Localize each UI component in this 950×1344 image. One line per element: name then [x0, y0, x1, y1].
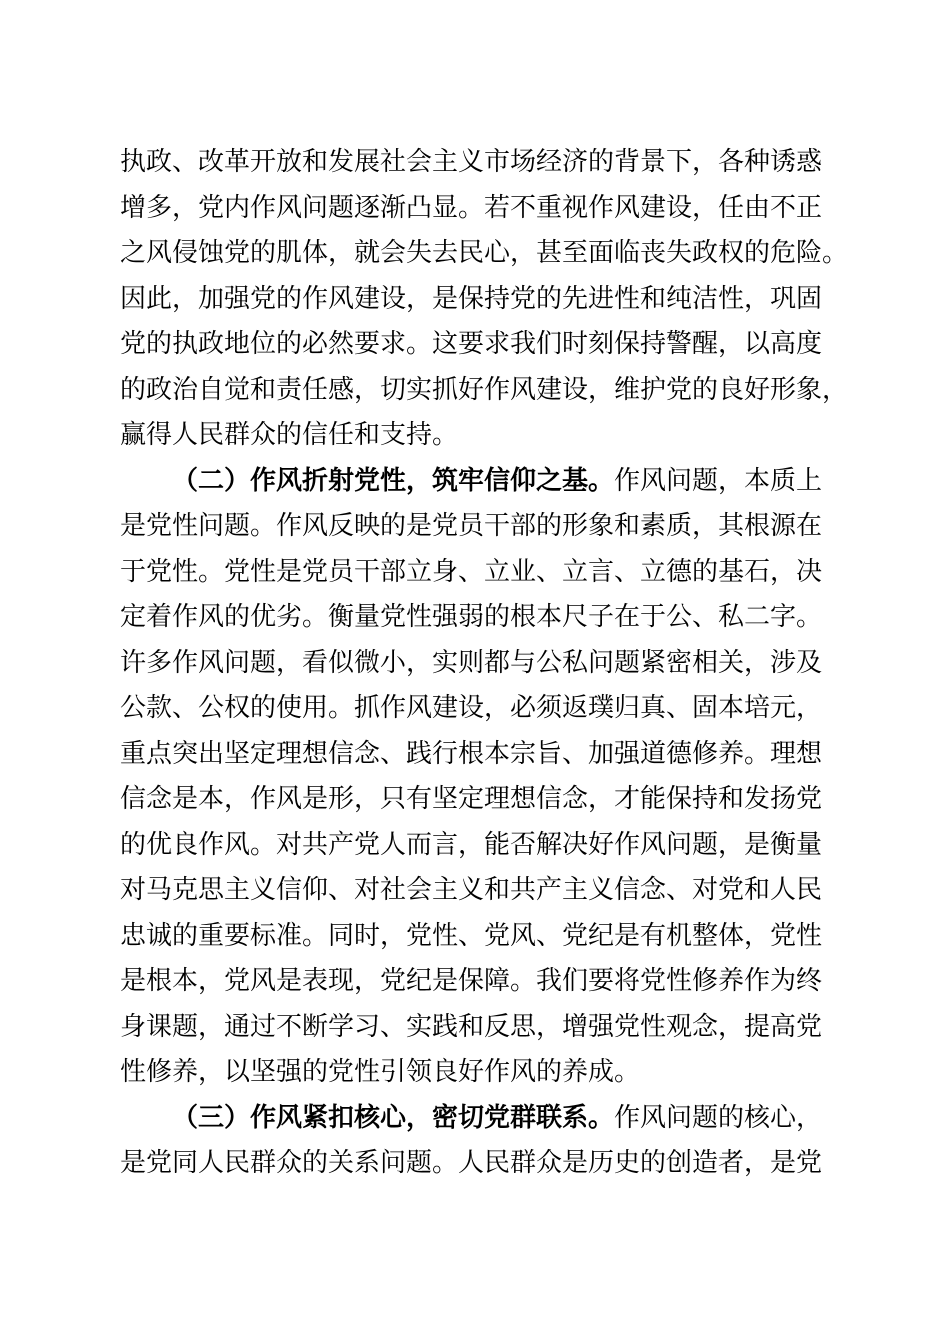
paragraph-first-line — [120, 459, 835, 505]
paragraph-1 — [120, 140, 849, 459]
section-heading: （三）作风紧扣核心，密切党群联系。 — [172, 1102, 615, 1133]
text-line: 定着作风的优劣。衡量党性强弱的根本尺子在于公、私二字。 — [120, 602, 823, 632]
text-line: 对马克思主义信仰、对社会主义和共产主义信念、对党和人民 — [120, 875, 823, 905]
text-line: 因此，加强党的作风建设，是保持党的先进性和纯洁性，巩固 — [120, 283, 823, 314]
text-line: 的政治自觉和责任感，切实抓好作风建设，维护党的良好形象， — [120, 374, 849, 405]
text-line: 许多作风问题，看似微小，实则都与公私问题紧密相关，涉及 — [120, 647, 823, 678]
text-line: 增多，党内作风问题逐渐凸显。若不重视作风建设，任由不正 — [120, 192, 823, 223]
text-line: 是党同人民群众的关系问题。人民群众是历史的创造者，是党 — [120, 1148, 823, 1178]
text-line: 是根本，党风是表现，党纪是保障。我们要将党性修养作为终 — [120, 966, 823, 996]
text-span: 作风问题，本质上 — [614, 465, 823, 496]
text-line: 党的执政地位的必然要求。这要求我们时刻保持警醒，以高度 — [120, 329, 823, 359]
text-line: 之风侵蚀党的肌体，就会失去民心，甚至面临丧失政权的危险。 — [120, 238, 849, 268]
text-line: 公款、公权的使用。抓作风建设，必须返璞归真、固本培元， — [120, 693, 823, 723]
section-heading: （二）作风折射党性，筑牢信仰之基。 — [172, 465, 615, 496]
text-span: 作风问题的核心， — [614, 1102, 823, 1133]
text-line: 信念是本，作风是形，只有坚定理想信念，才能保持和发扬党 — [120, 784, 823, 814]
text-line: 执政、改革开放和发展社会主义市场经济的背景下，各种诱惑 — [120, 147, 823, 177]
text-line: 性修养，以坚强的党性引领良好作风的养成。 — [120, 1057, 641, 1087]
document-body — [120, 140, 849, 1187]
text-line: 于党性。党性是党员干部立身、立业、立言、立德的基石，决 — [120, 556, 823, 587]
paragraph-3 — [120, 1096, 835, 1187]
text-line: 身课题，通过不断学习、实践和反思，增强党性观念，提高党 — [120, 1011, 823, 1042]
text-line: 重点突出坚定理想信念、践行根本宗旨、加强道德修养。理想 — [120, 738, 823, 769]
text-line: 的优良作风。对共产党人而言，能否解决好作风问题，是衡量 — [120, 829, 823, 860]
text-line: 忠诚的重要标准。同时，党性、党风、党纪是有机整体，党性 — [120, 920, 823, 951]
text-line: 赢得人民群众的信任和支持。 — [120, 420, 459, 450]
paragraph-2 — [120, 459, 835, 1096]
text-line: 是党性问题。作风反映的是党员干部的形象和素质，其根源在 — [120, 511, 823, 541]
paragraph-first-line — [120, 1096, 835, 1142]
